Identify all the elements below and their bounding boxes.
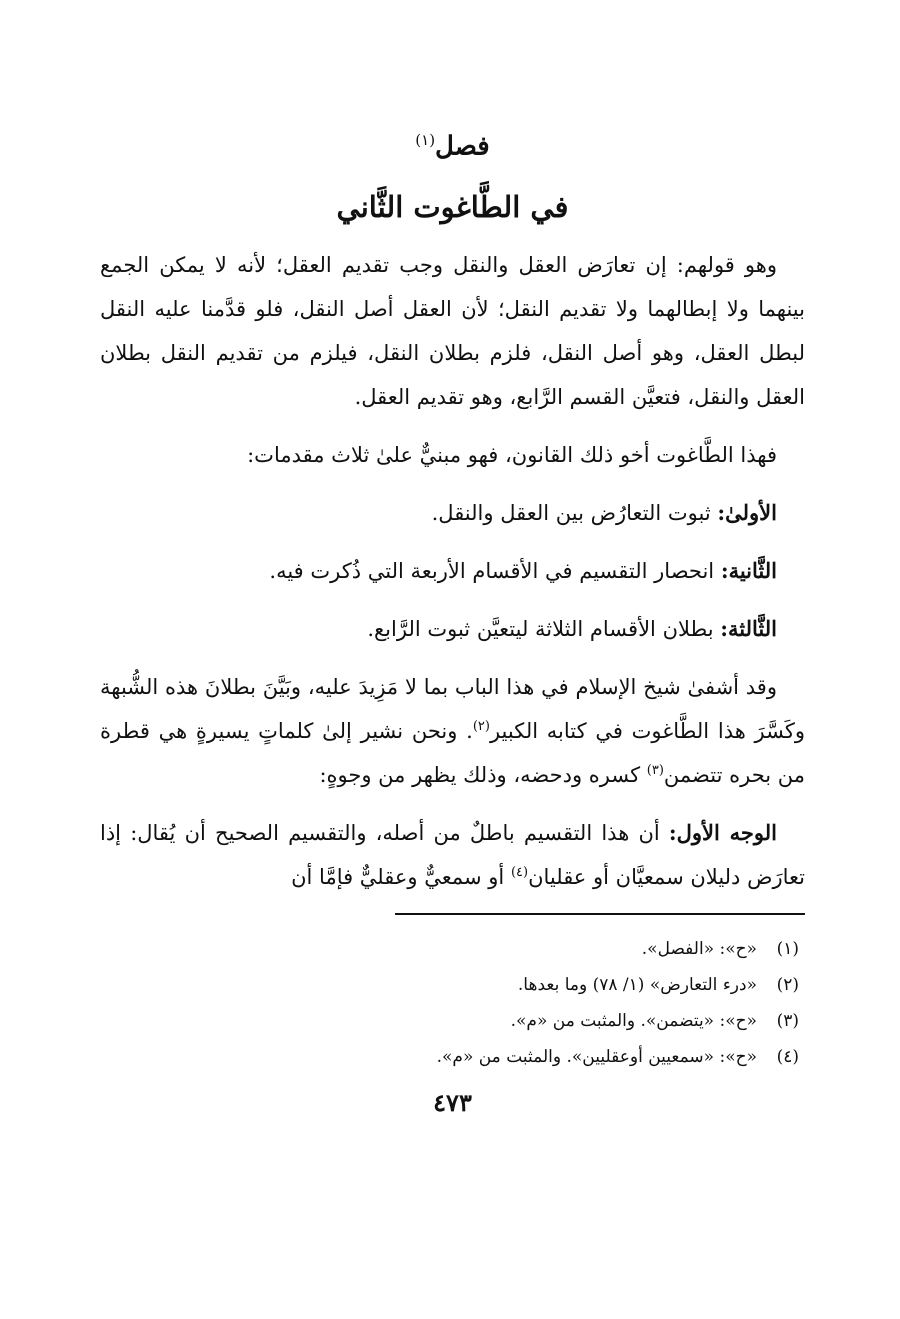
premise-third	[100, 607, 805, 651]
footnote-item	[100, 1003, 805, 1039]
footnote-number: (٣)	[776, 1010, 799, 1031]
premise-first	[100, 491, 805, 535]
paragraph-7-part-b: أو سمعيٌّ وعقليٌّ فإمَّا أن	[291, 864, 511, 889]
footnote-item	[100, 931, 805, 967]
page-number: ٤٧٣	[433, 1087, 472, 1117]
premise-third-label: الثَّالثة:	[720, 615, 777, 641]
premise-first-label: الأولىٰ:	[717, 499, 777, 525]
section-title-text: فصل	[435, 131, 490, 162]
footnote-ref-4[interactable]: (٤)	[510, 864, 529, 880]
footnote-ref-3[interactable]: (٣)	[646, 762, 664, 778]
footnote-ref-1[interactable]: (١)	[415, 131, 436, 149]
section-subtitle: في الطَّاغوت الثَّاني	[336, 189, 569, 224]
paragraph-2: فهذا الطَّاغوت أخو ذلك القانون، فهو مبنيٌّ علىٰ ثلاث مقدمات:	[247, 442, 777, 467]
footnote-number: (٢)	[776, 974, 799, 995]
premise-third-text: بطلان الأقسام الثلاثة ليتعيَّن ثبوت الرَّابع.	[367, 616, 721, 641]
paragraph-6-part-b: . ونحن نشير إلىٰ كلماتٍ يسيرةٍ هي قطرة من بحره تتضمن	[100, 718, 805, 787]
paragraph-1: وهو قولهم: إن تعارَض العقل والنقل وجب تقديم العقل؛ لأنه لا يمكن الجمع بينهما ولا إبطالهما ولا تقديم النقل؛ لأن العقل أصل النقل، فلو قدَّمنا عليه النقل لبطل العقل، وهو أصل النقل، فلزم بطلان النقل، فيلزم من تقديم النقل بطلان العقل والنقل، فتعيَّن القسم الرَّابع، وهو تقديم العقل.	[100, 252, 805, 409]
section-title	[100, 120, 805, 167]
footnote-text: «ح»: «سمعيين أوعقليين». والمثبت من «م».	[436, 1046, 757, 1067]
paragraph-7	[100, 811, 805, 899]
book-page	[100, 110, 805, 1123]
premise-first-text: ثبوت التعارُض بين العقل والنقل.	[431, 500, 718, 525]
paragraph-7-part-a: أن هذا التقسيم باطلٌ من أصله، والتقسيم الصحيح أن يُقال: إذا تعارَض دليلان سمعيَّان أو عقليان	[100, 820, 805, 889]
paragraph-6	[100, 665, 805, 797]
footnote-number: (٤)	[776, 1046, 799, 1067]
footnote-text: «ح»: «يتضمن». والمثبت من «م».	[510, 1010, 757, 1031]
footnote-number: (١)	[776, 938, 799, 959]
footnote-item	[100, 967, 805, 1003]
footnote-ref-2[interactable]: (٢)	[472, 718, 490, 734]
paragraph-6-part-a: وقد أشفىٰ شيخ الإسلام في هذا الباب بما لا مَزِيدَ عليه، وبَيَّنَ بطلانَ هذه الشُّبهة وكَسَّرَ هذا الطَّاغوت في كتابه الكبير	[100, 674, 805, 743]
premise-second-text: انحصار التقسيم في الأقسام الأربعة التي ذُكرت فيه.	[269, 558, 721, 583]
footnote-item	[100, 1039, 805, 1075]
premise-second	[100, 549, 805, 593]
paragraph-6-part-c: كسره ودحضه، وذلك يظهر من وجوهٍ:	[319, 762, 647, 787]
footnote-text: «درء التعارض» (١/ ٧٨) وما بعدها.	[517, 974, 757, 995]
footnotes	[100, 931, 805, 1075]
footnote-text: «ح»: «الفصل».	[641, 938, 757, 959]
paragraph-7-label: الوجه الأول:	[668, 819, 777, 845]
footnote-divider	[395, 913, 805, 915]
premise-second-label: الثَّانية:	[720, 557, 777, 583]
